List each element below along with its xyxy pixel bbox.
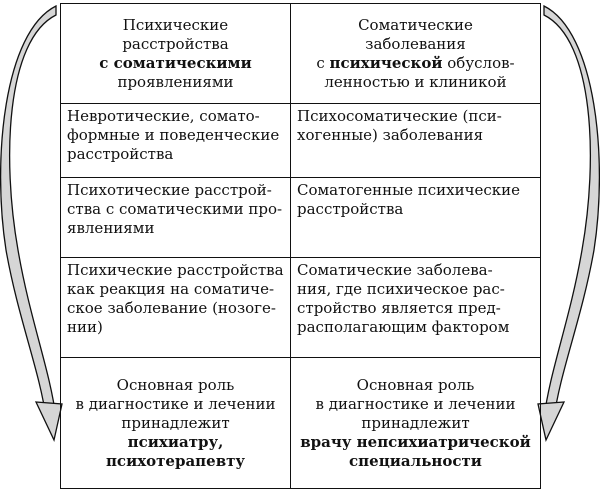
cell-line: стройство является пред- [297, 299, 501, 317]
footer-right-line: принадлежит [361, 414, 470, 432]
footer-right-bold-line: врачу непсихиатрической [300, 433, 531, 451]
footer-left-line: принадлежит [121, 414, 230, 432]
footer-right-line: в диагностике и лечении [315, 395, 516, 413]
footer-left-line: в диагностике и лечении [75, 395, 276, 413]
footer-left-bold-line: психотерапевту [105, 452, 246, 470]
header-left-line: расстройства [122, 35, 229, 53]
right-arrow-head-icon [538, 402, 564, 440]
footer-left-line: Основная роль [116, 376, 235, 394]
cell-line: Соматогенные психические [297, 181, 521, 199]
cell-line: ское заболевание (нозоге- [67, 299, 276, 317]
cell-line: Психосоматические (пси- [297, 107, 502, 125]
header-left-cell [61, 4, 291, 104]
cell-line: хогенные) заболевания [297, 126, 484, 144]
cell-line: как реакция на соматиче- [67, 280, 275, 298]
footer-right-bold-line: специальности [349, 452, 482, 470]
left-curved-arrow [1, 6, 56, 418]
row1-right-cell [291, 104, 541, 178]
classification-table [60, 3, 541, 489]
row1-left-cell [61, 104, 291, 178]
footer-right-cell [291, 358, 541, 489]
cell-line: расстройства [67, 145, 174, 163]
cell-line: Соматические заболева- [297, 261, 493, 279]
cell-line: располагающим фактором [297, 318, 510, 336]
cell-line: явлениями [67, 219, 155, 237]
footer-left-cell [61, 358, 291, 489]
cell-line: расстройства [297, 200, 404, 218]
footer-row [61, 358, 541, 489]
header-right-line: заболевания [365, 35, 466, 53]
header-left-line: проявлениями [117, 73, 234, 91]
header-left-bold-line: с соматическими [99, 54, 252, 72]
header-right-line: Соматические [358, 16, 473, 34]
table-row [61, 178, 541, 258]
footer-left-bold-line: психиатру, [127, 433, 224, 451]
cell-line: формные и поведенческие [67, 126, 280, 144]
header-right-line: ленностью и клиникой [324, 73, 507, 91]
cell-line: нии) [67, 318, 103, 336]
table-row [61, 104, 541, 178]
right-curved-arrow [544, 6, 599, 418]
footer-right-line: Основная роль [356, 376, 475, 394]
header-row [61, 4, 541, 104]
row2-right-cell [291, 178, 541, 258]
cell-line: Невротические, сомато- [67, 107, 260, 125]
header-left-line: Психические [122, 16, 229, 34]
row2-left-cell [61, 178, 291, 258]
left-arrow-head-icon [36, 402, 62, 440]
cell-line: Психотические расстрой- [67, 181, 272, 199]
header-right-cell [291, 4, 541, 104]
cell-line: ния, где психическое рас- [297, 280, 505, 298]
row3-left-cell [61, 258, 291, 358]
header-right-line: с психической обуслов- [316, 54, 515, 72]
cell-line: ства с соматическими про- [67, 200, 283, 218]
row3-right-cell [291, 258, 541, 358]
table-row [61, 258, 541, 358]
cell-line: Психические расстройства [67, 261, 284, 279]
